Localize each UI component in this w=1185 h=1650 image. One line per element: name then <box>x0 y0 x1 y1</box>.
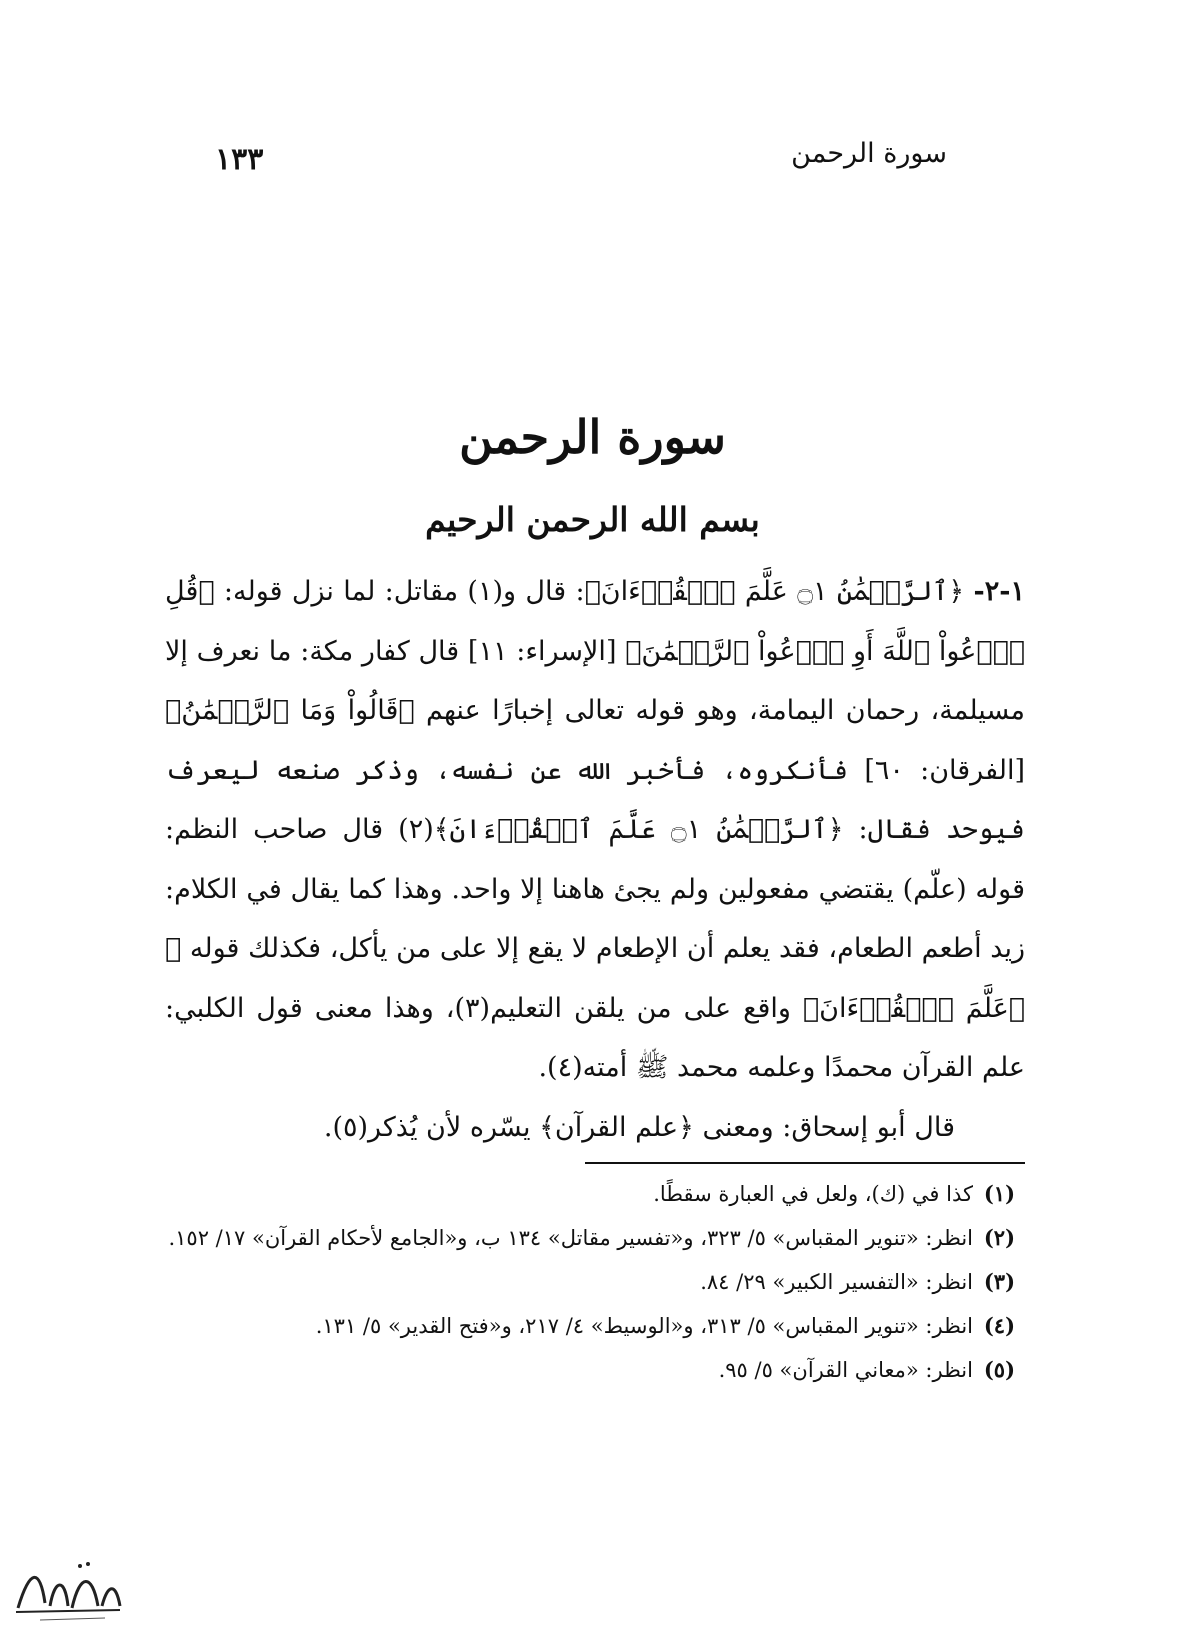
footnote-text: انظر: «تنوير المقباس» ٥/ ٣١٣، و«الوسيط» ٤/ ٢١٧، و«فتح القدير» ٥/ ١٣١. <box>315 1314 973 1338</box>
footnote-number: (٤) <box>983 1313 1015 1338</box>
footnote-text: انظر: «تنوير المقباس» ٥/ ٣٢٣، و«تفسير مقاتل» ١٣٤ ب، و«الجامع لأحكام القرآن» ١٧/ ١٥٢. <box>168 1226 973 1250</box>
footnote-text: انظر: «معاني القرآن» ٥/ ٩٥. <box>718 1358 973 1382</box>
paragraph: قال أبو إسحاق: ومعنى ﴿علم القرآن﴾ يسّره لأن يُذكر(٥). <box>323 1111 955 1143</box>
footnotes <box>165 1172 1015 1392</box>
paragraph-text: ﴿ٱلرَّحۡمَٰنُ ۝١ عَلَّمَ ٱلۡقُرۡءَانَ﴾: قال و(١) مقاتل: لما نزل قوله: ﴿قُلِ ٱدۡعُواْ ٱللَّهَ أَوِ ٱدۡعُواْ ٱلرَّحۡمَٰنَ﴾ [الإسراء: ١١] قال كفار مكة: ما نعرف إلا مسيلمة، رحمان اليمامة، وهو قوله تعالى إخبارًا عنهم ﴿قَالُواْ وَمَا ٱلرَّحۡمَٰنُ﴾ [الفرقان: ٦٠] فأنكروه، فأخبر الله عن نفسه، وذكر صنعه ليعرف فيوحد فقال: ﴿ٱلرَّحۡمَٰنُ ۝١ عَلَّمَ ٱلۡقُرۡءَانَ﴾(٢) قال صاحب النظم: قوله (علّم) يقتضي مفعولين ولم يجئ هاهنا إلا واحد. وهذا كما يقال في الكلام: زيد أطعم الطعام، فقد يعلم أن الإطعام لا يقع إلا على من يأكل، فكذلك قوله ﷻ ﴿عَلَّمَ ٱلۡقُرۡءَانَ﴾ واقع على من يلقن التعليم(٣)، وهذا معنى قول الكلبي: علم القرآن محمدًا وعلمه محمد ﷺ أمته(٤). <box>165 576 1026 1083</box>
footnote-number: (٣) <box>983 1269 1015 1294</box>
running-title: سورة الرحمن <box>791 138 947 169</box>
footnote-number: (١) <box>983 1181 1015 1206</box>
basmala: بسم الله الرحمن الرحيم <box>425 500 760 539</box>
footnote-text: كذا في (ك)، ولعل في العبارة سقطًا. <box>653 1182 973 1206</box>
page-number: ١٣٣ <box>215 142 264 177</box>
footnote-number: (٢) <box>983 1225 1015 1250</box>
footnote <box>165 1348 1015 1392</box>
footnote <box>165 1216 1015 1260</box>
footnote-text: انظر: «التفسير الكبير» ٢٩/ ٨٤. <box>700 1270 973 1294</box>
footnote-divider <box>585 1162 1025 1164</box>
surah-title: سورة الرحمن <box>459 410 726 464</box>
footnote-number: (٥) <box>983 1357 1015 1382</box>
verse-number: ١-٢- <box>973 576 1026 607</box>
body-text <box>165 562 1025 1157</box>
footnote <box>165 1304 1015 1348</box>
footnote <box>165 1172 1015 1216</box>
library-stamp-logo <box>10 1548 125 1628</box>
footnote <box>165 1260 1015 1304</box>
paragraph <box>165 562 1025 1098</box>
